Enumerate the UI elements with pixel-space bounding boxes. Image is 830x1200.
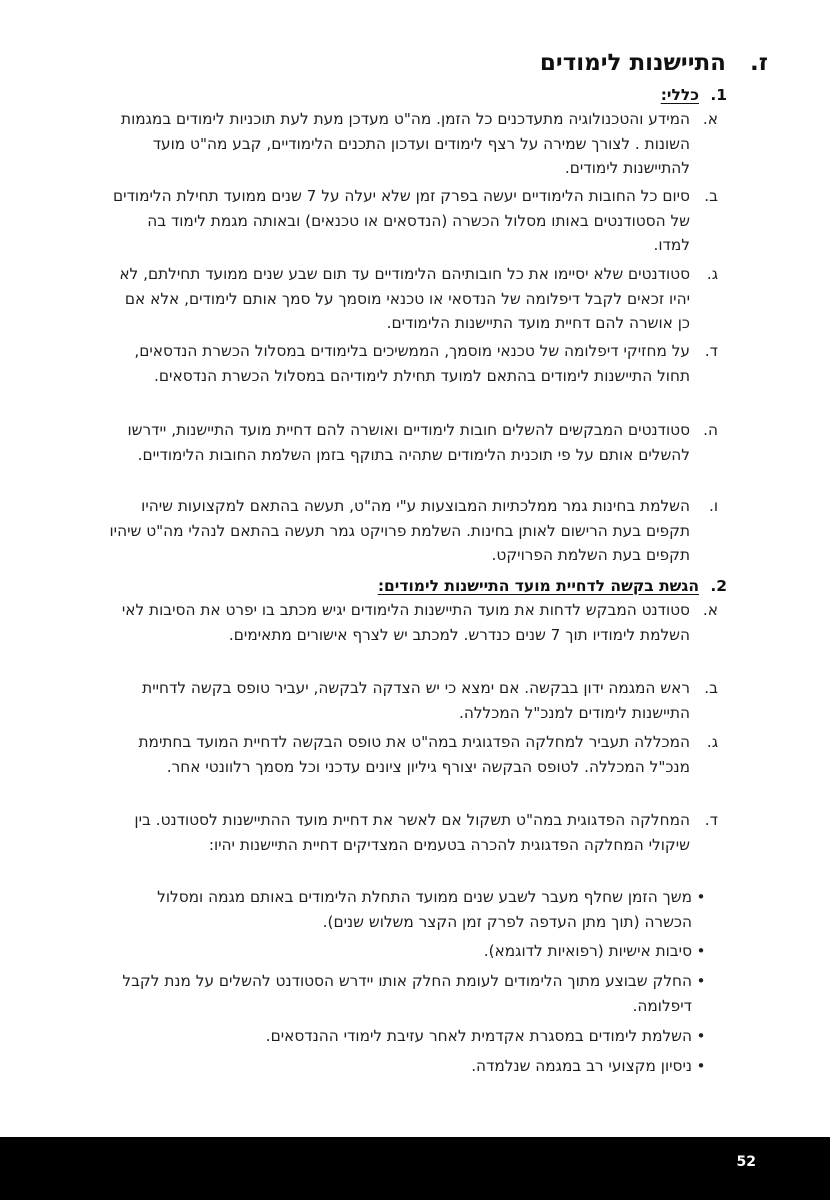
bullet-item [108,939,710,964]
item-text: על מחזיקי דיפלומה של טכנאי מוסמך, הממשיכים בלימודים במסלול הכשרת הנדסאים, תחול התיישנות לימודים בהתאם למועד תחילת לימודיהם במסלול הכשרת הנדסאים. [134,342,690,385]
item-text: השלמת בחינות גמר ממלכתיות המבוצעות ע"י מה"ט, תעשה בהתאם למקצועות שיהיו תקפים בעת הרישום לאותן בחינות. השלמת פרויקט גמר תעשה בהתאם לנהלי מה"ט שיהיו תקפים בעת השלמת הפרויקט. [109,497,690,564]
item-label: ג. [706,265,718,283]
bullet-dot: • [696,1027,706,1045]
list-item [108,184,718,258]
item-label: ב. [704,679,718,697]
section-heading [540,50,768,76]
bullet-dot: • [696,888,706,906]
item-label: ה. [703,421,718,439]
bullet-dot: • [696,1057,706,1075]
bullet-dot: • [696,972,706,990]
subsection-request-heading [378,577,727,595]
bullet-item [108,885,710,934]
list-item [108,808,718,857]
bullet-text: השלמת לימודים במסגרת אקדמית לאחר עזיבת לימודי ההנדסאים. [265,1027,692,1045]
list-item [108,262,718,336]
list-item [108,339,718,388]
list-item [108,676,718,725]
item-label: ב. [704,187,718,205]
subsection-general-heading [661,86,727,104]
bullet-text: ניסיון מקצועי רב במגמה שנלמדה. [471,1057,692,1075]
item-text: סטודנטים שלא יסיימו את כל חובותיהם הלימודיים עד תום שבע שנים ממועד תחילתם, לא יהיו זכאים לקבל דיפלומה של הנדסאי או טכנאי מוסמך על סמך אותם לימודים, אלא אם כן אושרה להם דחיית מועד התיישנות הלימודים. [119,265,690,332]
bullet-item [108,969,710,1018]
item-text: סיום כל החובות הלימודיים יעשה בפרק זמן שלא יעלה על 7 שנים ממועד תחילת הלימודים של הסטודנטים באותו מסלול הכשרה (הנדסאים או טכנאים) ובאותה מגמת לימוד בה למדו. [113,187,690,254]
page-footer [0,1137,830,1200]
subsection-title: כללי: [660,86,699,104]
item-text: ראש המגמה ידון בבקשה. אם ימצא כי יש הצדקה לבקשה, יעביר טופס בקשה לדחיית התיישנות לימודים למנכ"ל המכללה. [142,679,690,722]
item-label: ג. [706,733,718,751]
item-label: ד. [704,811,718,829]
bullet-dot: • [696,942,706,960]
section-title: התיישנות לימודים [539,50,726,76]
item-text: המידע והטכנולוגיה מתעדכנים כל הזמן. מה"ט מעדכן מעת לעת תוכניות לימודים במגמות השונות . לצורך שמירה על רצף לימודים ועדכון התכנים הלימודיים, קבע מה"ט מועד להתיישנות לימודים. [121,110,690,177]
list-item [108,730,718,779]
subsection-title: הגשת בקשה לדחיית מועד התיישנות לימודים: [377,577,699,595]
list-item [108,418,718,467]
list-item [108,107,718,181]
list-item [108,494,718,568]
item-label: א. [702,601,718,619]
subsection-number: 1. [710,86,727,104]
item-text: סטודנט המבקש לדחות את מועד התיישנות הלימודים יגיש מכתב בו יפרט את הסיבות לאי השלמת לימודיו תוך 7 שנים כנדרש. למכתב יש לצרף אישורים מתאימים. [121,601,690,644]
item-text: סטודנטים המבקשים להשלים חובות לימודיים ואושרה להם דחיית מועד התיישנות, יידרשו להשלים אותם על פי תוכנית הלימודים שתהיה בתוקף בזמן השלמת החובות הלימודיים. [127,421,690,464]
page-number: 52 [736,1154,756,1170]
item-label: ד. [704,342,718,360]
bullet-text: החלק שבוצע מתוך הלימודים לעומת החלק אותו יידרש הסטודנט להשלים על מנת לקבל דיפלומה. [122,972,692,1015]
section-number: ז. [750,50,768,76]
bullet-item [108,1024,710,1049]
bullet-text: סיבות אישיות (רפואיות לדוגמא). [483,942,692,960]
list-item [108,598,718,647]
bullet-text: משך הזמן שחלף מעבר לשבע שנים ממועד התחלת הלימודים באותם מגמה ומסלול הכשרה (תוך מתן העדפה לפרק זמן הקצר משלוש שנים). [157,888,692,931]
item-text: המחלקה הפדגוגית במה"ט תשקול אם לאשר את דחיית מועד ההתיישנות לסטודנט. בין שיקולי המחלקה הפדגוגית להכרה בטעמים המצדיקים דחיית התיישנות יהיו: [134,811,690,854]
item-label: ו. [708,497,718,515]
bullet-item [108,1054,710,1079]
subsection-number: 2. [710,577,727,595]
item-text: המכללה תעביר למחלקה הפדגוגית במה"ט את טופס הבקשה לדחיית המועד בחתימת מנכ"ל המכללה. לטופס הבקשה יצורף גיליון ציונים עדכני וכל מסמך רלוונטי אחר. [138,733,690,776]
item-label: א. [702,110,718,128]
